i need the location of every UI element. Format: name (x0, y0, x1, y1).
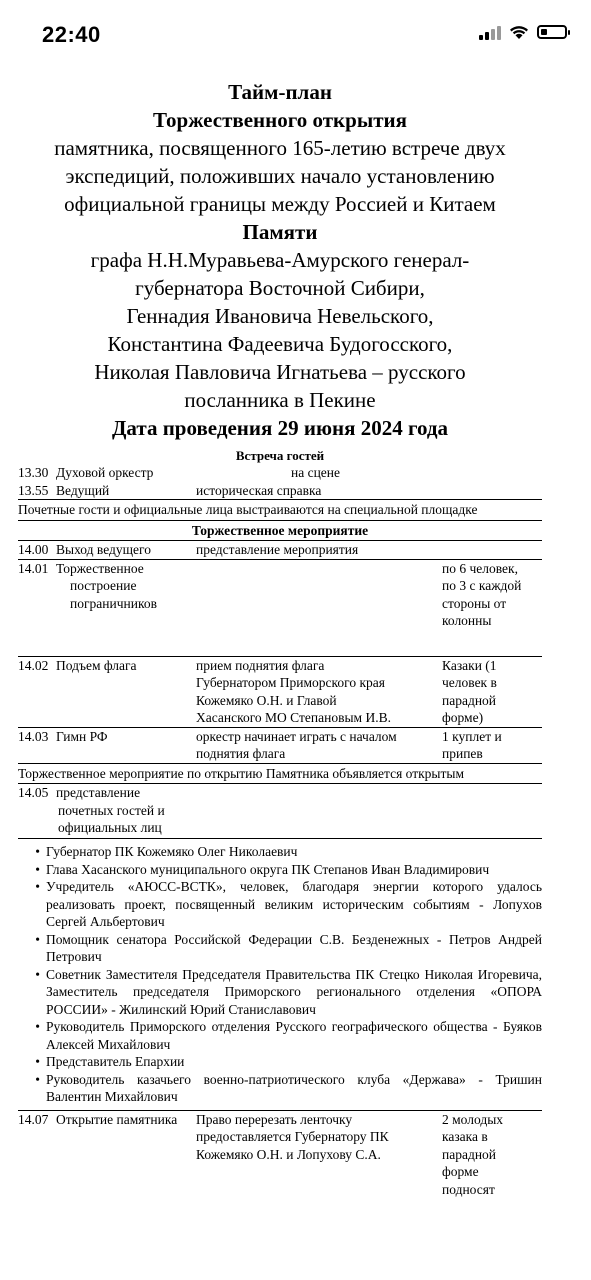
memory-label: Памяти (242, 220, 318, 244)
row-desc (196, 728, 442, 763)
row-name (56, 560, 196, 656)
list-item-text: Руководитель Приморского отделения Русского географического общества - Буяков Алексей Михайлович (46, 1019, 542, 1052)
row-name: Духовой оркестр (56, 465, 154, 480)
opening-announcement: Торжественное мероприятие по открытию Памятника объявляется открытым (18, 763, 542, 784)
table-row (18, 783, 542, 838)
row-extra-line: подносят (442, 1181, 495, 1197)
row-extra-line: Казаки (1 (442, 657, 497, 673)
row-time: 13.30 (18, 465, 49, 480)
row-desc-line: предоставляется Губернатору ПК (196, 1129, 389, 1144)
row-extra-line: форме) (442, 710, 484, 725)
header-line: официальной границы между Россией и Китаем (64, 192, 496, 216)
row-extra-line: парадной (442, 692, 497, 708)
status-icons (479, 24, 567, 40)
list-item: • Руководитель казачьего военно-патриотического клуба «Держава» - Тришин Валентин Михайлович (35, 1071, 542, 1104)
list-item: • Руководитель Приморского отделения Русского географического общества - Буяков Алексей Михайлович (35, 1019, 542, 1052)
table-row (18, 540, 542, 559)
row-desc-line: Хасанского МО Степановым И.В. (196, 710, 391, 725)
cellular-signal-icon (479, 24, 501, 40)
row-desc-line: Губернатором Приморского края (196, 675, 386, 690)
row-extra-line: человек в (442, 675, 497, 690)
row-name (56, 784, 196, 838)
list-item: • Помощник сенатора Российской Федерации С.В. Безденежных - Петров Андрей Петрович (35, 931, 542, 964)
memory-line: Константина Фадеевича Будогосского, (107, 332, 453, 356)
doc-subtitle: Торжественного открытия (152, 108, 408, 132)
status-time: 22:40 (42, 22, 101, 47)
table-row (18, 1110, 542, 1199)
row-desc-line: прием поднятия флага (196, 657, 325, 673)
row-extra-line: припев (442, 746, 483, 761)
row-extra-line: форме (442, 1164, 479, 1179)
row-time: 14.05 (18, 785, 49, 800)
list-item-text: Учредитель «АЮСС-ВСТК», человек, благодаря энергии которого удалось реализовать проект, посвященный великим историческим событиям - Лопухов Сергей Альбертович (46, 879, 542, 929)
row-name-line: почетных гостей и (58, 802, 165, 818)
row-extra (442, 1111, 542, 1199)
row-name: Подъем флага (56, 657, 137, 673)
memory-line: посланника в Пекине (184, 388, 376, 412)
row-extra-line: парадной (442, 1146, 497, 1162)
row-name: Ведущий (56, 482, 110, 498)
list-item-text: Руководитель казачьего военно-патриотического клуба «Держава» - Тришин Валентин Михайлович (46, 1071, 542, 1104)
list-item: • Советник Заместителя Председателя Правительства ПК Стецко Николая Игоревича, Заместитель председателя Приморского регионального отделения «ОПОРА РОССИИ» - Жилинский Юрий Станиславович (35, 966, 542, 1017)
section-title-ceremony: Торжественное мероприятие (18, 520, 542, 541)
row-name: Гимн РФ (56, 728, 108, 744)
row-desc-line: Право перерезать ленточку (196, 1111, 353, 1127)
list-item-text: Советник Заместителя Председателя Правительства ПК Стецко Николая Игоревича, Заместитель председателя Приморского регионального отделения «ОПОРА РОССИИ» - Жилинский Юрий Станиславович (46, 966, 542, 1017)
row-desc: историческая справка (196, 482, 322, 498)
row-name-line: представление (56, 785, 141, 800)
row-name-line: пограничников (70, 595, 157, 611)
row-time: 13.55 (18, 482, 49, 498)
header-line: экспедиций, положивших начало установлению (65, 164, 495, 188)
section-title-guests: Встреча гостей (235, 448, 325, 463)
row-time: 14.02 (18, 657, 49, 673)
list-item: • Глава Хасанского муниципального округа ПК Степанов Иван Владимирович (18, 861, 542, 879)
row-desc: на сцене (291, 465, 341, 480)
table-row (18, 482, 542, 500)
header-line: памятника, посвященного 165-летию встрече двух (54, 136, 506, 160)
row-name: Открытие памятника (56, 1111, 178, 1127)
battery-icon (537, 25, 567, 39)
status-bar (0, 0, 591, 72)
memory-line: Николая Павловича Игнатьева – русского (94, 360, 466, 384)
list-item: • Учредитель «АЮСС-ВСТК», человек, благодаря энергии которого удалось реализовать проект, посвященный великим историческим событиям - Лопухов Сергей Альбертович (35, 879, 542, 929)
row-desc-line: Кожемяко О.Н. и Лопухову С.А. (196, 1146, 381, 1162)
row-extra-line: 1 куплет и (442, 728, 502, 744)
row-desc-line: оркестр начинает играть с началом (196, 728, 397, 744)
memory-line: губернатора Восточной Сибири, (135, 276, 425, 300)
wifi-icon (509, 24, 529, 40)
list-item: • Губернатор ПК Кожемяко Олег Николаевич (18, 843, 542, 861)
doc-title: Тайм-план (228, 80, 332, 104)
list-item: • Представитель Епархии (18, 1053, 542, 1071)
document (18, 78, 542, 1198)
row-extra-line: по 3 с каждой (442, 578, 522, 593)
row-desc: представление мероприятия (196, 542, 359, 557)
row-desc (196, 560, 442, 656)
table-row (18, 464, 542, 482)
document-header (18, 78, 542, 442)
row-extra (442, 728, 542, 763)
row-time: 14.03 (18, 728, 49, 744)
row-desc (196, 657, 442, 727)
row-extra-line: казака в (442, 1129, 488, 1144)
row-extra-line: по 6 человек, (442, 560, 518, 576)
row-extra-line: колонны (442, 613, 492, 628)
list-item-text: Губернатор ПК Кожемяко Олег Николаевич (46, 844, 298, 859)
row-time: 14.07 (18, 1111, 49, 1127)
table-row (18, 656, 542, 727)
row-name-line: Торжественное (56, 560, 144, 576)
row-time: 14.01 (18, 560, 49, 576)
row-desc (196, 1111, 442, 1199)
event-date: Дата проведения 29 июня 2024 года (111, 416, 448, 440)
row-extra-line: стороны от (442, 595, 507, 611)
row-time: 14.00 (18, 542, 49, 557)
table-row (18, 559, 542, 656)
row-name-line: построение (70, 578, 137, 593)
list-item-text: Представитель Епархии (46, 1054, 185, 1069)
row-extra (442, 560, 542, 656)
list-item-text: Помощник сенатора Российской Федерации С.В. Безденежных - Петров Андрей Петрович (46, 931, 542, 964)
row-desc-line: поднятия флага (196, 746, 286, 761)
memory-line: графа Н.Н.Муравьева-Амурского генерал- (90, 248, 470, 272)
guests-note: Почетные гости и официальные лица выстраиваются на специальной площадке (18, 499, 542, 520)
guest-list (18, 838, 542, 1106)
row-extra (442, 657, 542, 727)
row-name: Выход ведущего (56, 542, 151, 557)
table-row (18, 727, 542, 763)
memory-line: Геннадия Ивановича Невельского, (126, 304, 434, 328)
list-item-text: Глава Хасанского муниципального округа ПК Степанов Иван Владимирович (46, 861, 490, 877)
row-extra-line: 2 молодых (442, 1111, 504, 1127)
row-desc-line: Кожемяко О.Н. и Главой (196, 692, 337, 708)
row-name-line: официальных лиц (58, 820, 162, 835)
